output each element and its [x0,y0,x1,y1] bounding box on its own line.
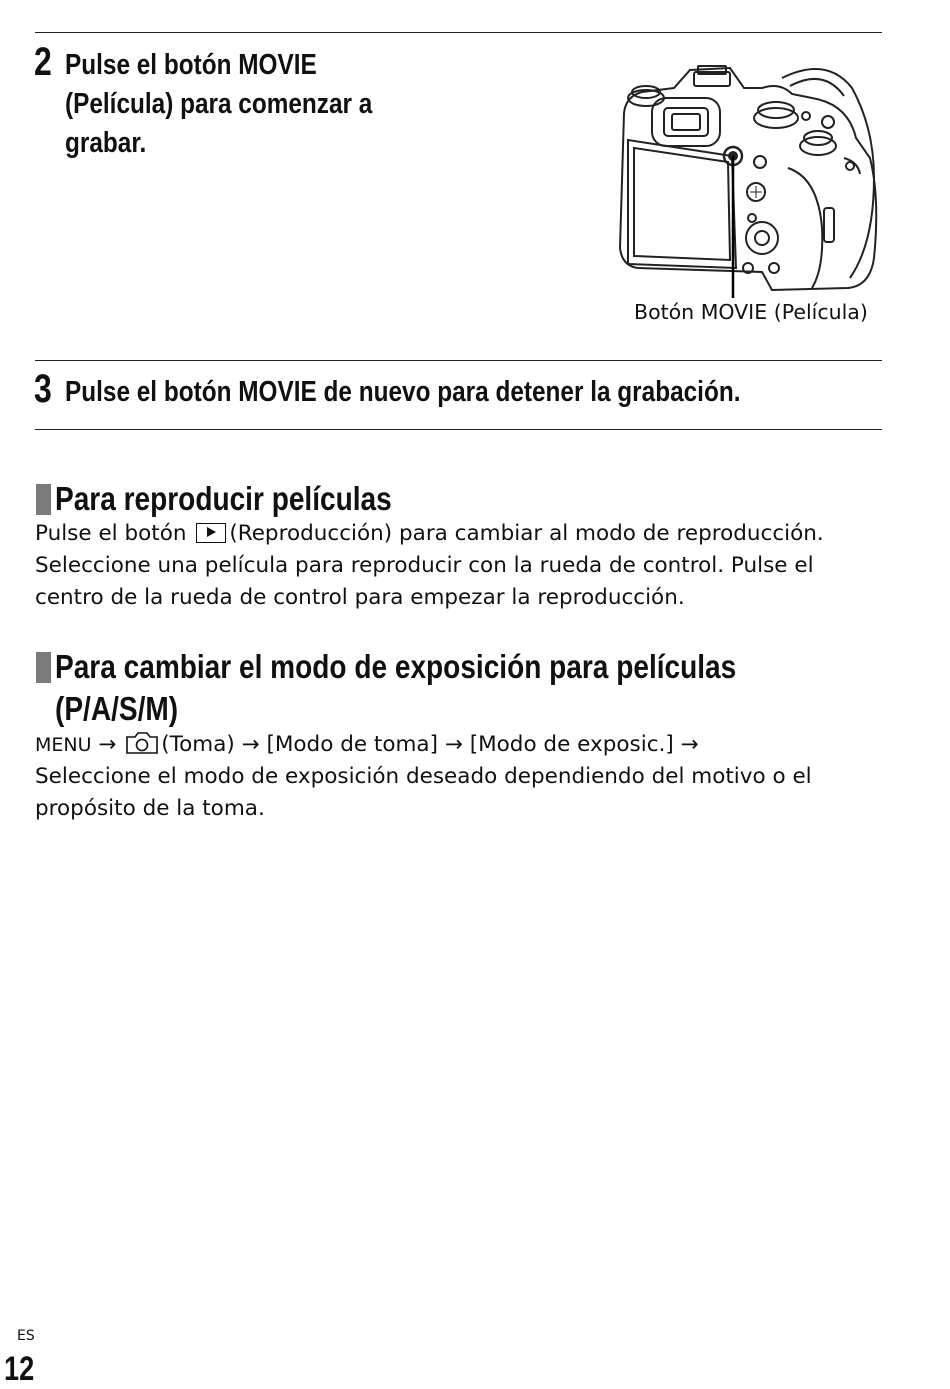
exposure-menu-path [35,729,699,761]
top-rule [35,32,882,33]
step-2-line-2: (Película) para comenzar a [65,88,373,120]
playback-line-1-start: Pulse el botón [35,521,187,546]
menu-item-exposure-mode: [Modo de exposic.] [469,732,674,757]
step-3-top-rule [35,360,882,361]
step-3-bottom-rule [35,429,882,430]
movie-button-callout: Botón MOVIE (Película) [634,300,868,324]
arrow-icon: → [680,732,699,757]
arrow-icon: → [241,732,260,757]
playback-line-1 [35,518,824,550]
arrow-icon: → [98,732,117,757]
step-3-text: Pulse el botón MOVIE de nuevo para detener la grabación. [65,376,741,408]
menu-label: MENU [35,734,92,756]
exposure-line-2: Seleccione el modo de exposición deseado dependiendo del motivo o el [35,764,812,789]
section-marker [36,484,51,515]
exposure-line-3: propósito de la toma. [35,796,265,821]
playback-line-3: centro de la rueda de control para empezar la reproducción. [35,585,685,610]
shoot-menu-label: (Toma) [161,732,235,757]
page-number: 12 [4,1350,35,1388]
step-2-line-1: Pulse el botón MOVIE [65,49,317,81]
arrow-icon: → [444,732,463,757]
menu-item-shoot-mode: [Modo de toma] [266,732,438,757]
step-2-line-3: grabar. [65,127,147,159]
playback-line-1-end: (Reproducción) para cambiar al modo de reproducción. [229,521,824,546]
step-3-number: 3 [34,367,52,411]
camera-back-illustration [612,58,884,303]
section-title-playback: Para reproducir películas [55,480,392,517]
section-marker [36,652,51,683]
camera-icon [125,731,159,755]
playback-line-2: Seleccione una película para reproducir con la rueda de control. Pulse el [35,553,814,578]
play-icon [196,523,226,543]
language-code: ES [17,1328,35,1344]
step-2-number: 2 [34,40,52,84]
section-title-exposure-line-2: (P/A/S/M) [55,690,179,727]
section-title-exposure: Para cambiar el modo de exposición para películas [55,648,737,685]
